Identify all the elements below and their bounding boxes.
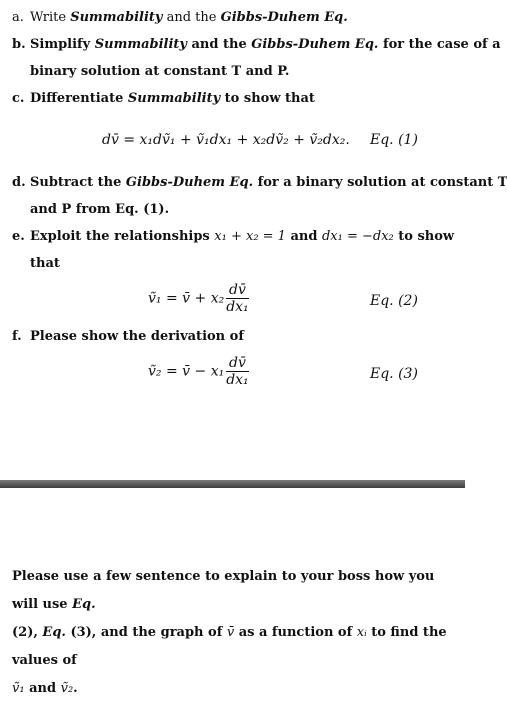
item-d: d. Subtract the Gibbs-Duhem Eq. for a binary solution at constant T xyxy=(12,175,507,190)
item-label: d. xyxy=(12,175,26,190)
equation-3-tag: Eq. (3) xyxy=(370,366,418,382)
fraction: $\frac{dv̄}{\text{dx₁}}$ xyxy=(226,282,249,315)
item-label: e. xyxy=(12,229,25,244)
item-d-line2: and P from Eq. (1). xyxy=(30,202,170,217)
item-label: a. xyxy=(12,10,24,25)
equation-1: dv̄ = x₁dṽ₁ + ṽ₁dx₁ + x₂dṽ₂ + ṽ₂dx₂. xyxy=(102,132,350,148)
item-b: b. Simplify Summability and the Gibbs-Duhem Eq. for the case of a xyxy=(12,37,501,52)
item-e-line2: that xyxy=(30,256,60,271)
equation-3: ṽ₂ = v̄ − x₁ $\frac{dv̄}{\text{dx₁}}$ xyxy=(148,355,249,388)
fraction: $\frac{dv̄}{\text{dx₁}}$ xyxy=(226,355,249,388)
item-a: a. Write Summability and the Gibbs-Duhem Eq. xyxy=(12,10,348,25)
item-label: c. xyxy=(12,91,25,106)
equation-2-tag: Eq. (2) xyxy=(370,293,418,309)
item-label: f. xyxy=(12,329,22,344)
section-divider xyxy=(0,480,465,488)
item-label: b. xyxy=(12,37,26,52)
equation-1-tag: Eq. (1) xyxy=(370,132,418,148)
equation-2: ṽ₁ = v̄ + x₂ $\frac{dv̄}{\text{dx₁}}$ xyxy=(148,282,249,315)
item-b-line2: binary solution at constant T and P. xyxy=(30,64,290,79)
question-paragraph: Please use a few sentence to explain to your boss how you will use Eq. (2), Eq. (3), and the graph of v̄ as a function of xᵢ to find the values of ṽ₁ and ṽ₂. xyxy=(12,569,447,696)
item-c: c. Differentiate Summability to show that xyxy=(12,91,315,106)
item-f: f. Please show the derivation of xyxy=(12,329,244,344)
item-e: e. Exploit the relationships x₁ + x₂ = 1 and dx₁ = −dx₂ to show xyxy=(12,229,455,244)
